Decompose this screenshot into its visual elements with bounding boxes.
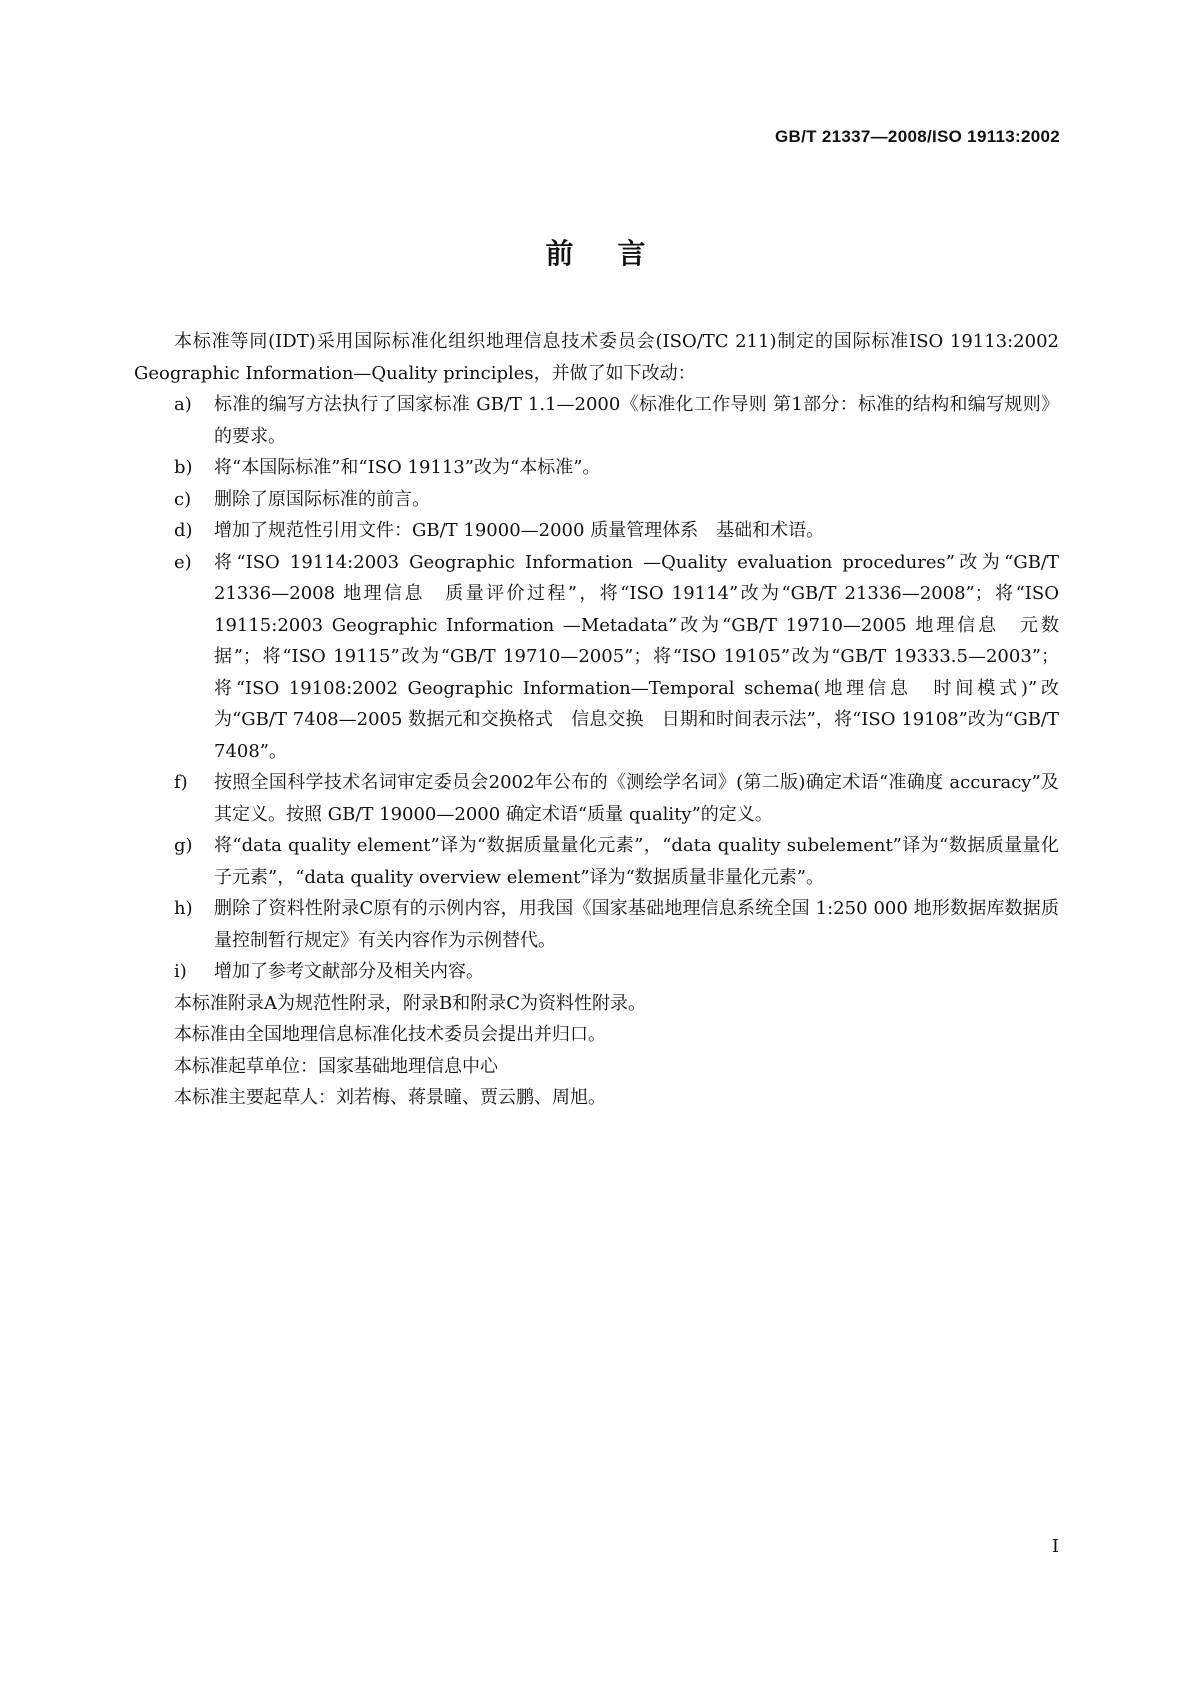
drafting-unit-statement: 本标准起草单位：国家基础地理信息中心 [174,1055,498,1077]
list-item-text: 按照全国科学技术名词审定委员会2002年公布的《测绘学名词》(第二版)确定术语“准确度 accuracy”及其定义。按照 GB/T 19000—2000 确定术语“质量 quality”的定义。 [214,772,1059,825]
list-item-text: 增加了参考文献部分及相关内容。 [214,961,484,982]
page-number: I [1051,1536,1059,1557]
list-marker: b) [174,457,193,478]
list-marker: c) [174,488,192,510]
change-item-i [134,956,1059,988]
change-item-f [134,767,1059,830]
page-title: 前言 [545,237,690,270]
change-item-a [134,389,1059,452]
standard-code-header: GB/T 21337—2008/ISO 19113:2002 [775,127,1060,146]
list-marker: g) [174,835,193,856]
change-item-h [134,893,1059,956]
annex-statement: 本标准附录A为规范性附录，附录B和附录C为资料性附录。 [174,992,646,1014]
change-item-e [134,547,1059,768]
change-item-g [134,830,1059,893]
list-item-text: 增加了规范性引用文件：GB/T 19000—2000 质量管理体系 基础和术语。 [214,520,825,541]
list-marker: a) [174,394,192,415]
proposer-statement: 本标准由全国地理信息标准化技术委员会提出并归口。 [174,1024,606,1045]
drafters-statement: 本标准主要起草人：刘若梅、蒋景曈、贾云鹏、周旭。 [174,1087,606,1108]
list-marker: d) [174,520,193,541]
change-item-c [134,484,1059,516]
foreword-body [134,326,1059,1114]
list-item-text: 将“ISO 19114:2003 Geographic Information —Quality evaluation procedures”改为“GB/T 21336—2008 地理信息 质量评价过程”，将“ISO 19114”改为“GB/T 21336—2008”；将“ISO 19115:2003 Geographic Information —Metadata”改为“GB/T 19710—2005 地理信息 元数据”；将“ISO 19115”改为“GB/T 19710—2005”；将“ISO 19105”改为“GB/T 19333.5—2003”；将“ISO 19108:2002 Geographic Information—Temporal schema(地理信息 时间模式)”改为“GB/T 7408—2005 数据元和交换格式 信息交换 日期和时间表示法”，将“ISO 19108”改为“GB/T 7408”。 [214,551,1059,762]
list-marker: e) [174,551,192,573]
intro-paragraph: 本标准等同(IDT)采用国际标准化组织地理信息技术委员会(ISO/TC 211)制定的国际标准ISO 19113:2002 Geographic Information—Quality principles，并做了如下改动： [134,331,1059,384]
list-marker: i) [174,961,187,982]
list-marker: h) [174,898,193,919]
list-marker: f) [174,772,188,793]
list-item-text: 删除了原国际标准的前言。 [214,488,430,510]
list-item-text: 删除了资料性附录C原有的示例内容，用我国《国家基础地理信息系统全国 1:250 000 地形数据库数据质量控制暂行规定》有关内容作为示例替代。 [214,898,1059,951]
list-item-text: 将“data quality element”译为“数据质量量化元素”，“data quality subelement”译为“数据质量量化子元素”，“data quality overview element”译为“数据质量非量化元素”。 [214,835,1059,888]
change-item-d [134,515,1059,547]
list-item-text: 标准的编写方法执行了国家标准 GB/T 1.1—2000《标准化工作导则 第1部分：标准的结构和编写规则》的要求。 [214,394,1059,447]
change-item-b [134,452,1059,484]
list-item-text: 将“本国际标准”和“ISO 19113”改为“本标准”。 [214,457,601,478]
